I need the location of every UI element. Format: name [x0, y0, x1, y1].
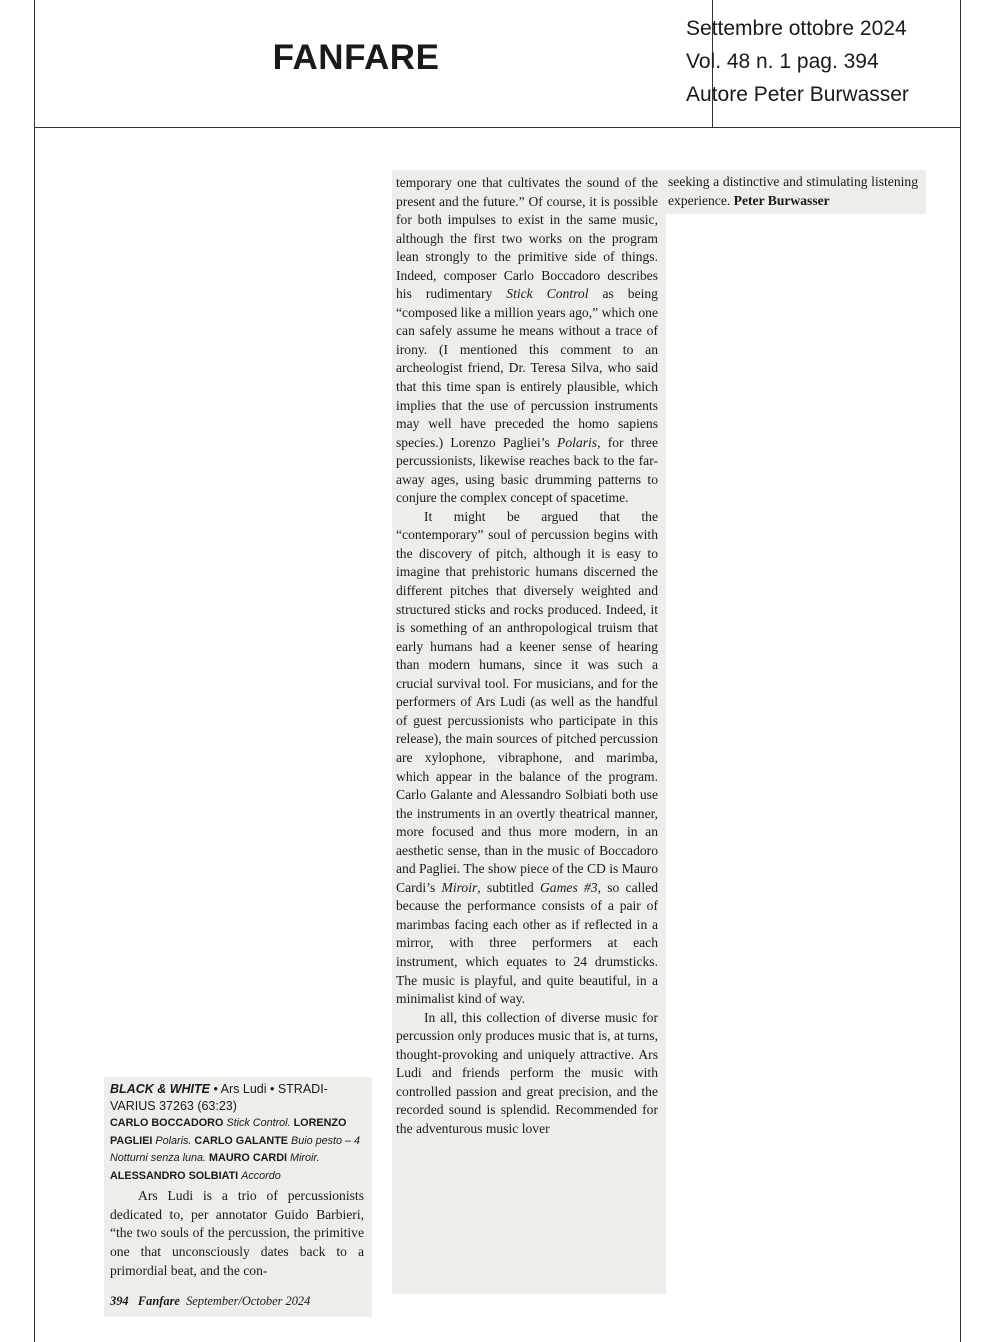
review-artist: Ars Ludi [220, 1082, 267, 1096]
footer-page-number: 394 [110, 1294, 129, 1308]
review-column-right [660, 170, 926, 214]
paragraph-2: It might be argued that the “contemporary” soul of percussion begins with the discovery of pitch, although it is easy to imagine that prehistoric humans discerned the different pitches that diversely weighted and structured sticks and rocks produced. Indeed, it is something of an anthropological truism that early humans had a keener sense of hearing than modern humans, since it was such a crucial survival tool. For musicians, and for the performers of Ars Ludi (as well as the handful of guest percussionists who participate in this release), the main sources of pitched percussion are xylophone, vibraphone, and marimba, which appear in the balance of the program. Carlo Galante and Alessandro Solbiati both use the instruments in an overtly theatrical manner, more focused and thus more modern, in an aesthetic sense, than in the music of Boccadoro and Pagliei. The show piece of the CD is Mauro Cardi’s Miroir, subtitled Games #3, so called because the performance consists of a pair of marimbas facing each other as if reflected in a mirror, with three performers at each instrument, which equates to 24 drumsticks. The music is playful, and quite beautiful, in a minimalist kind of way. [396, 508, 658, 1007]
review-text-middle [396, 174, 658, 1138]
issue-author: Autore Peter Burwasser [686, 83, 909, 106]
issue-meta [686, 12, 909, 111]
paragraph-3: In all, this collection of diverse music for percussion only produces music that is, at turns, thought-provoking and uniquely attractive. Ars Ludi and friends perform the music with controlled passion and great precision, and the recorded sound is splendid. Recommended for the adventurous music lover [396, 1009, 658, 1136]
review-heading: BLACK & WHITE • Ars Ludi • STRADI-VARIUS 37263 (63:23) [110, 1082, 328, 1113]
review-label: STRADI-VARIUS 37263 (63:23) [110, 1082, 328, 1113]
review-signature: Peter Burwasser [733, 192, 830, 208]
paragraph-1: temporary one that cultivates the sound of the present and the future.” Of course, it is possible for both impulses to exist in the same music, although the first two works on the program lean strongly to the primitive side of things. Indeed, composer Carlo Boccadoro describes his rudimentary Stick Control as being “composed like a million years ago,” which one can safely assume he means without a trace of irony. (I mentioned this comment to an archeologist friend, Dr. Teresa Silva, who said that this time span is entirely plausible, which implies that the use of percussion instruments may well have preceded the homo sapiens species.) Lorenzo Pagliei’s Polaris, for three percussionists, likewise reaches back to the far-away ages, using basic drumming patterns to conjure the complex concept of spacetime. [396, 175, 658, 506]
review-text-left: Ars Ludi is a trio of percussionists dedicated to, per annotator Guido Barbieri, “the two souls of the percussion, the primitive one that unconsciously dates back to a primordial beat, and the con- [110, 1188, 364, 1278]
review-text-right: seeking a distinctive and stimulating listening experience. Peter Burwasser [668, 174, 918, 208]
review-title: BLACK & WHITE [110, 1082, 210, 1096]
review-program: CARLO BOCCADORO Stick Control. LORENZO PAGLIEI Polaris. CARLO GALANTE Buio pesto – 4 Notturni senza luna. MAURO CARDI Miroir. ALESSANDRO SOLBIATI Accordo [110, 1117, 361, 1182]
review-column-middle [392, 170, 666, 1294]
footer-magazine: Fanfare [137, 1294, 180, 1308]
review-column-left [104, 1077, 372, 1317]
issue-date: Settembre ottobre 2024 [686, 17, 907, 40]
page-title: FANFARE [272, 38, 440, 77]
issue-volume: Vol. 48 n. 1 pag. 394 [686, 50, 879, 73]
footer-issue: September/October 2024 [186, 1294, 311, 1308]
page-footer [110, 1294, 310, 1309]
